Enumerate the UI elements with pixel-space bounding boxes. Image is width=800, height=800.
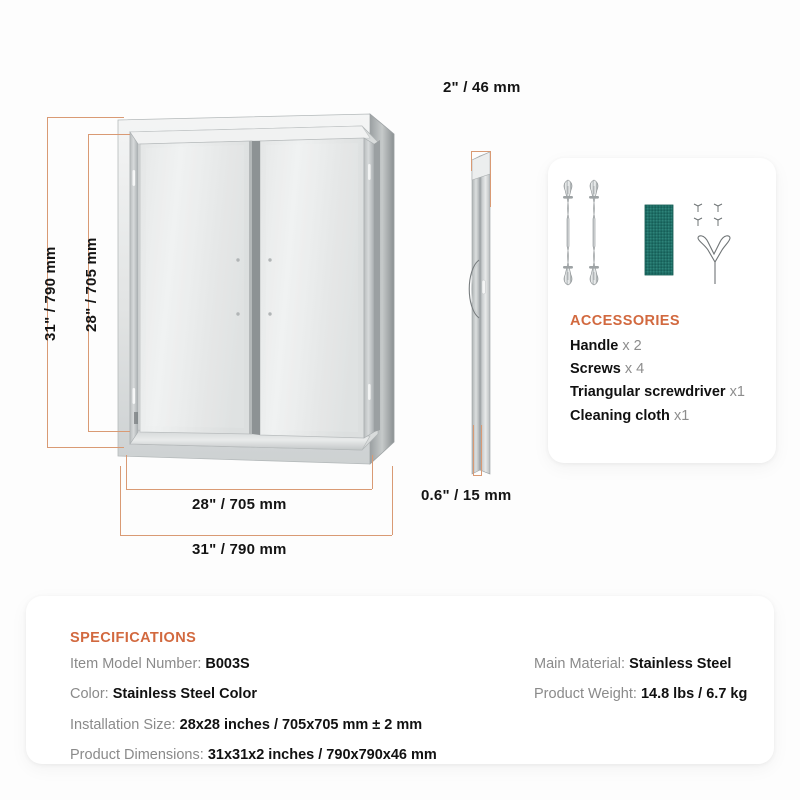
specifications-heading: SPECIFICATIONS — [70, 630, 197, 646]
dim-tick-install-height-bottom — [88, 431, 130, 432]
spec-value: Stainless Steel — [629, 656, 732, 672]
spec-row — [70, 656, 520, 673]
accessory-name: Handle — [570, 338, 619, 354]
spec-row — [70, 747, 520, 764]
specifications-right-column — [534, 656, 784, 717]
dim-label-install-height: 28" / 705 mm — [83, 237, 100, 332]
specifications-left-column — [70, 656, 520, 778]
accessory-name: Screws — [570, 361, 621, 378]
accessory-qty: x1 — [673, 407, 690, 424]
accessory-item — [570, 408, 764, 425]
dim-tick-overall-height-bottom — [47, 447, 124, 448]
spec-row — [534, 686, 784, 703]
dim-tick-install-width-left — [126, 455, 127, 489]
dim-tick-depth-left — [471, 151, 472, 171]
dim-tick-depth-right — [490, 151, 491, 207]
dim-label-depth: 2" / 46 mm — [443, 79, 521, 96]
triangular-screwdriver-graphic — [698, 236, 730, 284]
spec-value: 14.8 lbs / 6.7 kg — [640, 686, 748, 703]
spec-label: Product Weight: — [534, 686, 637, 703]
accessory-qty: x1 — [729, 384, 745, 401]
spec-label: Item Model Number: — [70, 656, 202, 672]
dim-tick-flange-right — [481, 425, 482, 475]
specifications-card — [26, 596, 774, 764]
dim-line-flange — [473, 475, 482, 476]
spec-value: 31x31x2 inches / 790x790x46 mm — [207, 747, 437, 764]
dim-label-flange: 0.6" / 15 mm — [421, 487, 512, 504]
screws-graphic — [694, 204, 722, 226]
dim-tick-overall-height-top — [47, 117, 124, 118]
accessory-qty: x 2 — [622, 338, 642, 354]
dim-tick-install-height-top — [88, 134, 130, 135]
dim-label-install-width: 28" / 705 mm — [192, 496, 287, 513]
spec-row — [70, 717, 520, 734]
spec-label: Installation Size: — [70, 716, 176, 733]
dim-line-overall-width — [120, 535, 392, 536]
accessories-card — [548, 158, 776, 463]
spec-value: B003S — [205, 656, 250, 672]
spec-value: 28x28 inches / 705x705 mm ± 2 mm — [179, 716, 423, 733]
accessory-item — [570, 338, 764, 355]
spec-label: Product Dimensions: — [70, 747, 204, 764]
accessory-item — [570, 361, 764, 378]
accessory-qty: x 4 — [624, 361, 645, 378]
spec-label: Main Material: — [534, 656, 626, 672]
accessories-heading: ACCESSORIES — [570, 313, 680, 329]
spec-label: Color: — [70, 686, 109, 703]
dim-tick-flange-left — [473, 425, 474, 475]
handle-graphic-2 — [589, 180, 599, 285]
spec-row — [534, 656, 784, 673]
accessory-name: Triangular screwdriver — [570, 384, 726, 401]
dim-tick-overall-width-left — [120, 466, 121, 535]
dim-line-install-width — [126, 489, 372, 490]
accessory-item — [570, 384, 764, 401]
dim-tick-overall-width-right — [392, 466, 393, 535]
handle-graphic-1 — [563, 180, 573, 285]
accessory-name: Cleaning cloth — [570, 407, 670, 424]
dim-label-overall-width: 31" / 790 mm — [192, 541, 287, 558]
accessories-list — [570, 313, 764, 431]
cleaning-cloth-graphic — [645, 205, 673, 275]
dim-label-overall-height: 31" / 790 mm — [42, 246, 59, 341]
dim-tick-install-width-right — [372, 455, 373, 489]
spec-value: Stainless Steel Color — [112, 686, 257, 703]
dim-line-depth — [471, 151, 491, 152]
product-door-illustration — [112, 112, 402, 472]
accessories-illustration — [548, 172, 776, 292]
spec-row — [70, 686, 520, 703]
